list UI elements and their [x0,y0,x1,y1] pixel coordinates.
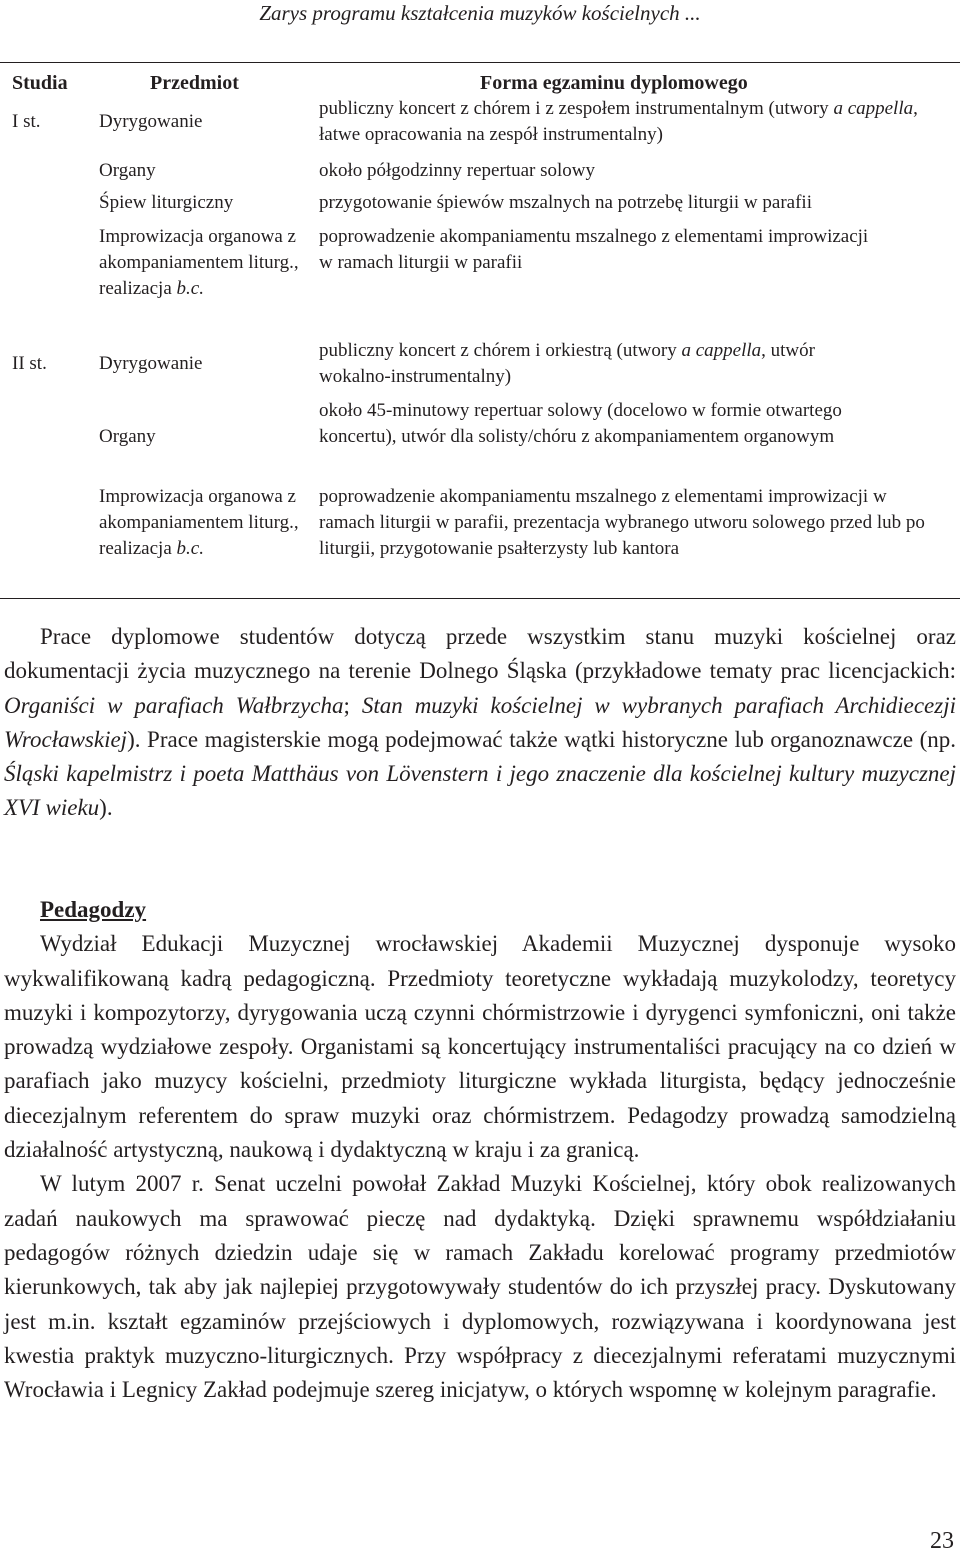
row-exam [319,96,949,148]
exam-italic: a cappella [833,98,914,119]
exam-text: publiczny koncert z chórem i orkiestrą (utwory [319,340,682,361]
italic-title: Śląski kapelmistrz i poeta Matthäus von Lövenstern i jego znaczenie dla kościelnej kultury muzycznej XVI wieku [4,761,956,821]
row-subject [99,484,309,562]
row-subject: Organy [99,160,156,181]
subject-text: Improwizacja organowa z akompaniamentem liturg., realizacja [99,486,299,559]
row-exam: około półgodzinny repertuar solowy [319,160,595,181]
text-run: Prace dyplomowe studentów dotyczą przede wszystkim stanu muzyki kościelnej oraz dokumentacji życia muzycznego na terenie Dolnego Śląska (przykładowe tematy prac licencjackich: [4,624,956,684]
section-heading: Pedagodzy [40,897,147,922]
row-subject: Dyrygowanie [99,353,203,374]
theses-text [4,620,956,826]
table-row [12,398,947,484]
row-subject: Dyrygowanie [99,111,203,132]
table-bottom-rule [0,598,960,599]
exam-text: , utwór wokalno-instrumentalny) [319,340,815,387]
table-row [12,484,947,594]
text-run: ). [99,795,113,821]
row-exam: poprowadzenie akompaniamentu mszalnego z elementami improwizacji w ramach liturgii w parafii [319,226,869,273]
subject-text: Improwizacja organowa z akompaniamentem liturg., realizacja [99,226,299,299]
subject-italic: b.c. [176,538,204,559]
subject-italic: b.c. [176,278,204,299]
paragraph-staff: Wydział Edukacji Muzycznej wrocławskiej Akademii Muzycznej dysponuje wysoko wykwalifikowaną kadrą pedagogiczną. Przedmioty teoretyczne wykładają muzykolodzy, teoretycy muzyki i kompozytorzy, dyrygowania uczą czynni chórmistrzowie i dyrygenci symfoniczni, oni także prowadzą wydziałowe zespoły. Organistami są koncertujący instrumentaliści pracujący na co dzień w parafiach jako muzycy kościelni, przedmioty liturgiczne wykłada liturgista, będący jednocześnie diecezjalnym referentem do spraw muzyki oraz chórmistrzem. Pedagodzy prowadzą samodzielną działalność artystyczną, naukową i dydaktyczną w kraju i za granicą. [4,931,956,1163]
exam-table [12,68,947,594]
paragraph-theses [4,620,956,826]
row-subject: Organy [99,426,156,447]
italic-title: Organiści w parafiach Wałbrzycha [4,692,344,718]
table-row [12,224,947,336]
italic-title: Stan muzyki kościelnej w wybranych parafiach Archidiecezji Wrocławskiej [4,692,956,752]
row-exam: poprowadzenie akompaniamentu mszalnego z elementami improwizacji w ramach liturgii w parafii, prezentacja wybranego utworu solowego przed lub po liturgii, przygotowanie psałterzysty lub kantora [319,486,925,559]
row-subject: Śpiew liturgiczny [99,192,234,213]
header-przedmiot: Przedmiot [150,72,239,94]
row-level: I st. [12,111,41,132]
row-exam: około 45-minutowy repertuar solowy (docelowo w formie otwartego koncertu), utwór dla solisty/chóru z akompaniamentem organowym [319,400,842,447]
row-exam [319,338,839,390]
text-run: ). Prace magisterskie mogą podejmować także wątki historyczne lub organoznawcze (np. [127,726,956,752]
pedagodzy-section [4,893,956,1407]
page-number: 23 [930,1528,954,1554]
exam-italic: a cappella [681,340,762,361]
table-row [12,96,947,158]
row-exam: przygotowanie śpiewów mszalnych na potrzebę liturgii w parafii [319,192,812,213]
row-level: II st. [12,353,47,374]
table-row [12,190,947,224]
table-header [12,68,947,98]
table-row [12,338,947,398]
table-row [12,158,947,190]
paragraph-zaklad: W lutym 2007 r. Senat uczelni powołał Zakład Muzyki Kościelnej, który obok realizowanych zadań naukowych ma sprawować pieczę nad dydaktyką. Dzięki sprawnemu współdziałaniu pedagogów różnych dziedzin udaje się w ramach Zakładu korelować programy przedmiotów kierunkowych, tak aby jak najlepiej przygotowywały studentów do ich przyszłej pracy. Dyskutowany jest m.in. kształt egzaminów przejściowych i dyplomowych, rozwiązywana i koordynowana jest kwestia praktyk muzyczno-liturgicznych. Przy współpracy z diecezjalnymi referatami muzycznymi Wrocławia i Legnicy Zakład podejmuje szereg inicjatyw, o których wspomnę w kolejnym paragrafie. [4,1171,956,1403]
table-top-rule [0,62,960,63]
exam-text: publiczny koncert z chórem i z zespołem instrumentalnym (utwory [319,98,834,119]
text-run: ; [343,692,362,718]
row-subject [99,224,309,302]
exam-text: , łatwe opracowania na zespół instrumentalny) [319,98,918,145]
header-forma: Forma egzaminu dyplomowego [480,72,748,94]
header-studia: Studia [12,72,68,94]
running-header: Zarys programu kształcenia muzyków kościelnych ... [259,1,701,25]
